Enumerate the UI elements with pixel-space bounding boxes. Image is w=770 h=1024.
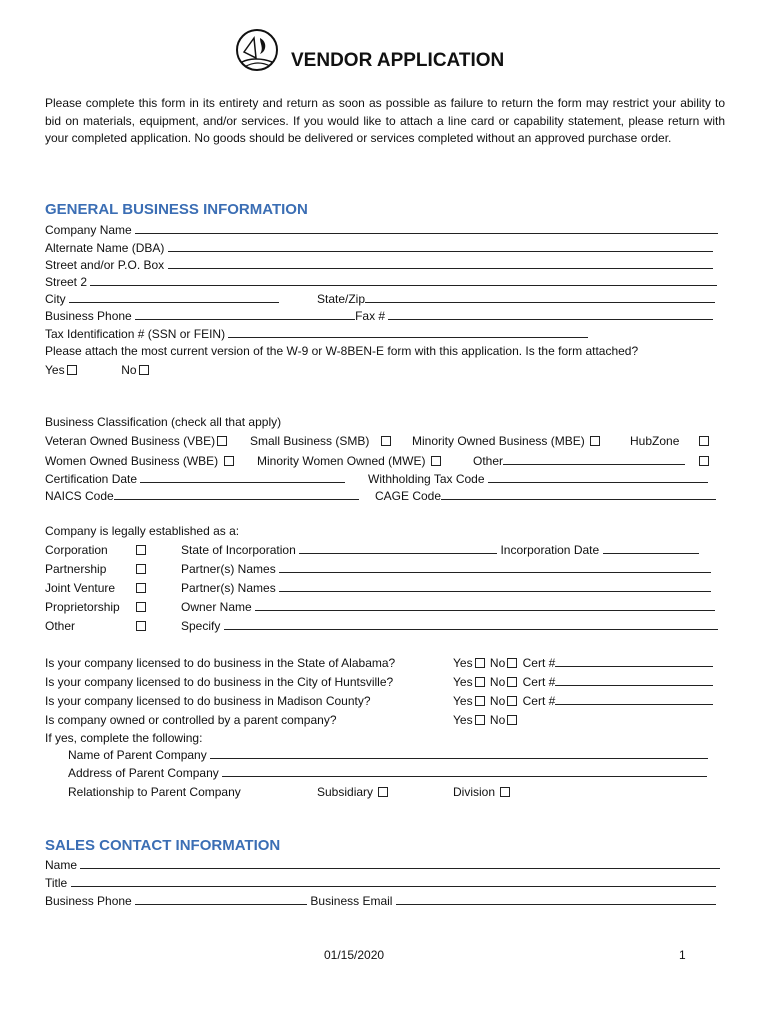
inc-date-label: Incorporation Date bbox=[500, 543, 600, 557]
division-checkbox[interactable] bbox=[500, 787, 510, 797]
sales-phone-field[interactable] bbox=[135, 893, 307, 905]
state-zip-field[interactable] bbox=[365, 291, 715, 303]
company-name-field[interactable] bbox=[135, 222, 718, 234]
wbe-checkbox[interactable] bbox=[224, 456, 234, 466]
partners-label-1: Partner(s) Names bbox=[181, 562, 276, 576]
huntsville-no-label: No bbox=[489, 675, 506, 689]
state-inc-field[interactable] bbox=[299, 542, 497, 554]
w9-no-checkbox[interactable] bbox=[139, 365, 149, 375]
alternate-name-label: Alternate Name (DBA) bbox=[45, 241, 165, 255]
proprietorship-option bbox=[45, 599, 120, 615]
street-field[interactable] bbox=[168, 257, 713, 269]
business-phone-label: Business Phone bbox=[45, 309, 132, 323]
company-name-label: Company Name bbox=[45, 223, 132, 237]
hubzone-option bbox=[630, 433, 679, 449]
mbe-checkbox[interactable] bbox=[590, 436, 600, 446]
sales-phone-label: Business Phone bbox=[45, 894, 132, 908]
mbe-option bbox=[412, 433, 602, 449]
sales-name-field[interactable] bbox=[80, 857, 720, 869]
parent-address-label: Address of Parent Company bbox=[68, 766, 219, 780]
fax-field[interactable] bbox=[388, 308, 713, 320]
alabama-yes-checkbox[interactable] bbox=[475, 658, 485, 668]
madison-no-label: No bbox=[489, 694, 506, 708]
city-seal-icon bbox=[232, 28, 282, 74]
w9-yes-checkbox[interactable] bbox=[67, 365, 77, 375]
city-row bbox=[45, 291, 279, 307]
state-inc-row bbox=[181, 542, 699, 558]
partnership-checkbox[interactable] bbox=[136, 564, 146, 574]
joint-venture-checkbox-wrap bbox=[134, 580, 148, 596]
madison-cert-label: Cert # bbox=[522, 694, 556, 708]
hubzone-checkbox[interactable] bbox=[699, 436, 709, 446]
withholding-field[interactable] bbox=[488, 471, 708, 483]
cage-label: CAGE Code bbox=[375, 489, 442, 503]
parent-answer bbox=[453, 712, 519, 728]
partners-label-2: Partner(s) Names bbox=[181, 581, 276, 595]
street-row bbox=[45, 257, 713, 273]
w9-no-label: No bbox=[121, 363, 137, 377]
sales-name-label: Name bbox=[45, 858, 78, 872]
page-title: VENDOR APPLICATION bbox=[291, 50, 505, 71]
mwe-label: Minority Women Owned (MWE) bbox=[257, 454, 426, 468]
alabama-no-label: No bbox=[489, 656, 506, 670]
mwe-checkbox[interactable] bbox=[431, 456, 441, 466]
other-legal-option bbox=[45, 618, 75, 634]
wbe-label: Women Owned Business (WBE) bbox=[45, 454, 219, 468]
relationship-row bbox=[68, 784, 241, 800]
subsidiary-checkbox[interactable] bbox=[378, 787, 388, 797]
partners-row-1 bbox=[181, 561, 711, 577]
legal-heading: Company is legally established as a: bbox=[45, 524, 240, 538]
state-zip-row bbox=[317, 291, 715, 307]
cert-date-field[interactable] bbox=[140, 471, 345, 483]
madison-yes-label: Yes bbox=[453, 694, 473, 708]
classification-heading: Business Classification (check all that apply) bbox=[45, 415, 282, 429]
proprietorship-label: Proprietorship bbox=[45, 600, 120, 614]
state-inc-label: State of Incorporation bbox=[181, 543, 296, 557]
other-class-checkbox[interactable] bbox=[699, 456, 709, 466]
parent-address-field[interactable] bbox=[222, 765, 707, 777]
other-legal-label: Other bbox=[45, 619, 76, 633]
joint-venture-option bbox=[45, 580, 115, 596]
proprietorship-checkbox-wrap bbox=[134, 599, 148, 615]
alabama-answer bbox=[453, 655, 713, 671]
other-legal-checkbox-wrap bbox=[134, 618, 148, 634]
general-heading: GENERAL BUSINESS INFORMATION bbox=[45, 201, 308, 218]
parent-address-row bbox=[68, 765, 707, 781]
huntsville-cert-label: Cert # bbox=[522, 675, 556, 689]
vbe-label: Veteran Owned Business (VBE) bbox=[45, 434, 216, 448]
q-madison: Is your company licensed to do business in Madison County? bbox=[45, 694, 371, 708]
sales-email-field[interactable] bbox=[396, 893, 716, 905]
other-class-option bbox=[473, 453, 685, 469]
huntsville-answer bbox=[453, 674, 713, 690]
madison-cert-field[interactable] bbox=[555, 693, 713, 705]
alabama-no-checkbox[interactable] bbox=[507, 658, 517, 668]
parent-yes-checkbox[interactable] bbox=[475, 715, 485, 725]
tax-id-field[interactable] bbox=[228, 326, 588, 338]
cage-row bbox=[375, 488, 716, 504]
q-alabama: Is your company licensed to do business in the State of Alabama? bbox=[45, 656, 396, 670]
parent-no-label: No bbox=[489, 713, 506, 727]
partnership-label: Partnership bbox=[45, 562, 107, 576]
mwe-option bbox=[257, 453, 443, 469]
intro-text: Please complete this form in its entirety and return as soon as possible as failure to return the form may restrict your ability to bid on materials, equipment, and/or services. If you would like to attach a line card or capability statement, please return with your completed application. No goods should be delivered or services completed without an approved purchase order. bbox=[45, 96, 725, 145]
q-parent: Is company owned or controlled by a parent company? bbox=[45, 713, 337, 727]
corporation-checkbox-wrap bbox=[134, 542, 148, 558]
alternate-name-field[interactable] bbox=[168, 240, 713, 252]
sales-title-label: Title bbox=[45, 876, 68, 890]
sales-title-row bbox=[45, 875, 716, 891]
business-phone-field[interactable] bbox=[135, 308, 355, 320]
hubzone-label: HubZone bbox=[630, 434, 680, 448]
mbe-label: Minority Owned Business (MBE) bbox=[412, 434, 585, 448]
sales-title-field[interactable] bbox=[71, 875, 716, 887]
partnership-checkbox-wrap bbox=[134, 561, 148, 577]
huntsville-cert-field[interactable] bbox=[555, 674, 713, 686]
madison-no-checkbox[interactable] bbox=[507, 696, 517, 706]
q-huntsville: Is your company licensed to do business in the City of Huntsville? bbox=[45, 675, 394, 689]
division-option bbox=[453, 784, 512, 800]
smb-label: Small Business (SMB) bbox=[250, 434, 370, 448]
cert-date-label: Certification Date bbox=[45, 472, 138, 486]
huntsville-yes-label: Yes bbox=[453, 675, 473, 689]
if-yes-text: If yes, complete the following: bbox=[45, 731, 203, 745]
partners-field-1[interactable] bbox=[279, 561, 711, 573]
owner-label: Owner Name bbox=[181, 600, 252, 614]
other-class-field[interactable] bbox=[503, 453, 685, 465]
alabama-yes-label: Yes bbox=[453, 656, 473, 670]
proprietorship-checkbox[interactable] bbox=[136, 602, 146, 612]
specify-row bbox=[181, 618, 718, 634]
vbe-checkbox[interactable] bbox=[217, 436, 227, 446]
company-name-row bbox=[45, 222, 718, 238]
smb-option bbox=[250, 433, 393, 449]
other-legal-checkbox[interactable] bbox=[136, 621, 146, 631]
corporation-label: Corporation bbox=[45, 543, 108, 557]
cert-date-row bbox=[45, 471, 345, 487]
relationship-label: Relationship to Parent Company bbox=[68, 785, 241, 799]
parent-no-checkbox[interactable] bbox=[507, 715, 517, 725]
alternate-name-row bbox=[45, 240, 713, 256]
street-label: Street and/or P.O. Box bbox=[45, 258, 165, 272]
footer-date: 01/15/2020 bbox=[324, 948, 385, 962]
page-number: 1 bbox=[679, 948, 686, 962]
tax-id-row bbox=[45, 326, 588, 342]
fax-label: Fax # bbox=[355, 309, 386, 323]
owner-field[interactable] bbox=[255, 599, 715, 611]
corporation-option bbox=[45, 542, 108, 558]
w9-answer-row bbox=[45, 362, 151, 378]
withholding-label: Withholding Tax Code bbox=[368, 472, 485, 486]
sales-phone-row bbox=[45, 893, 716, 909]
street2-label: Street 2 bbox=[45, 275, 88, 289]
w9-yes-label: Yes bbox=[45, 363, 65, 377]
alabama-cert-label: Cert # bbox=[522, 656, 556, 670]
corporation-checkbox[interactable] bbox=[136, 545, 146, 555]
hubzone-checkbox-wrap bbox=[697, 433, 711, 449]
parent-name-row bbox=[68, 747, 708, 763]
business-phone-row bbox=[45, 308, 713, 324]
naics-label: NAICS Code bbox=[45, 489, 114, 503]
parent-name-field[interactable] bbox=[210, 747, 708, 759]
partners-row-2 bbox=[181, 580, 711, 596]
sales-name-row bbox=[45, 857, 720, 873]
joint-venture-checkbox[interactable] bbox=[136, 583, 146, 593]
sales-heading: SALES CONTACT INFORMATION bbox=[45, 837, 281, 854]
owner-row bbox=[181, 599, 715, 615]
wbe-option bbox=[45, 453, 236, 469]
subsidiary-option bbox=[317, 784, 390, 800]
partners-field-2[interactable] bbox=[279, 580, 711, 592]
sales-email-label: Business Email bbox=[310, 894, 393, 908]
madison-answer bbox=[453, 693, 713, 709]
parent-name-label: Name of Parent Company bbox=[68, 748, 207, 762]
naics-row bbox=[45, 488, 359, 504]
other-class-label: Other bbox=[473, 454, 504, 468]
joint-venture-label: Joint Venture bbox=[45, 581, 116, 595]
w9-question: Please attach the most current version of the W-9 or W-8BEN-E form with this application. Is the form attached? bbox=[45, 344, 639, 358]
madison-yes-checkbox[interactable] bbox=[475, 696, 485, 706]
specify-label: Specify bbox=[181, 619, 221, 633]
huntsville-yes-checkbox[interactable] bbox=[475, 677, 485, 687]
smb-checkbox[interactable] bbox=[381, 436, 391, 446]
cage-field[interactable] bbox=[441, 488, 716, 500]
city-field[interactable] bbox=[69, 291, 279, 303]
vbe-option bbox=[45, 433, 229, 449]
withholding-row bbox=[368, 471, 708, 487]
naics-field[interactable] bbox=[114, 488, 359, 500]
other-class-checkbox-wrap bbox=[697, 453, 711, 469]
alabama-cert-field[interactable] bbox=[555, 655, 713, 667]
state-zip-label: State/Zip bbox=[317, 292, 366, 306]
specify-field[interactable] bbox=[224, 618, 718, 630]
street2-field[interactable] bbox=[90, 274, 717, 286]
city-label: City bbox=[45, 292, 66, 306]
subsidiary-label: Subsidiary bbox=[317, 785, 374, 799]
parent-yes-label: Yes bbox=[453, 713, 473, 727]
tax-id-label: Tax Identification # (SSN or FEIN) bbox=[45, 327, 226, 341]
division-label: Division bbox=[453, 785, 496, 799]
partnership-option bbox=[45, 561, 106, 577]
street2-row bbox=[45, 274, 717, 290]
inc-date-field[interactable] bbox=[603, 542, 699, 554]
huntsville-no-checkbox[interactable] bbox=[507, 677, 517, 687]
